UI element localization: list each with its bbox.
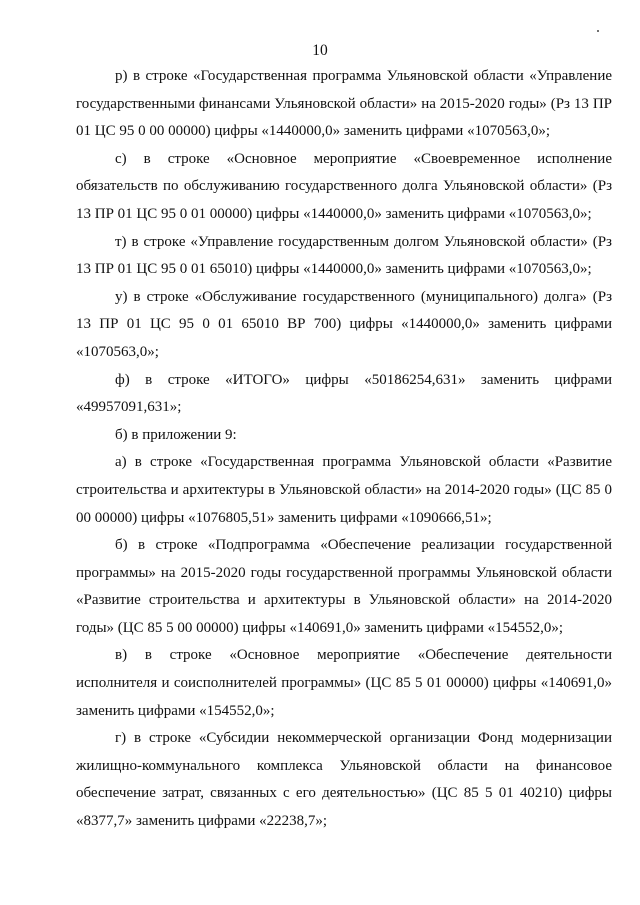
paragraph-s: с) в строке «Основное мероприятие «Своевременное исполнение обязательств по обслуживанию государственного долга Ульяновской области» (Рз 13 ПР 01 ЦС 95 0 01 00000) цифры «1440000,0» заменить цифрами «1070563,0»; — [76, 150, 612, 222]
paragraph-t: т) в строке «Управление государственным долгом Ульяновской области» (Рз 13 ПР 01 ЦС 95 0 01 65010) цифры «1440000,0» заменить цифрами «1070563,0»; — [76, 233, 612, 278]
paragraph-v: в) в строке «Основное мероприятие «Обеспечение деятельности исполнителя и соисполнителей программы» (ЦС 85 5 01 00000) цифры «140691,0» заменить цифрами «154552,0»; — [76, 647, 612, 719]
paragraph-u: у) в строке «Обслуживание государственного (муниципального) долга» (Рз 13 ПР 01 ЦС 95 0 01 65010 ВР 700) цифры «1440000,0» заменить цифрами «1070563,0»; — [76, 288, 612, 360]
page-number: 10 — [312, 42, 328, 59]
paragraph-r: р) в строке «Государственная программа Ульяновской области «Управление государственными финансами Ульяновской области» на 2015-2020 годы» (Рз 13 ПР 01 ЦС 95 0 00 00000) цифры «1440000,0» заменить цифрами «1070563,0»; — [76, 68, 612, 140]
document-body — [76, 63, 612, 836]
paragraph-b: б) в строке «Подпрограмма «Обеспечение реализации государственной программы» на 2015-2020 годы государственной программы Ульяновской области «Развитие строительства и архитектуры в Ульяновской области» на 2014-2020 годы» (ЦС 85 5 00 00000) цифры «140691,0» заменить цифрами «154552,0»; — [76, 537, 612, 636]
paragraph-f: ф) в строке «ИТОГО» цифры «50186254,631» заменить цифрами «49957091,631»; — [76, 371, 612, 416]
scan-speck — [597, 30, 599, 32]
paragraph-appendix-9: б) в приложении 9: — [115, 426, 237, 443]
paragraph-a: а) в строке «Государственная программа Ульяновской области «Развитие строительства и архитектуры в Ульяновской области» на 2014-2020 годы» (ЦС 85 0 00 00000) цифры «1076805,51» заменить цифрами «1090666,51»; — [76, 454, 612, 526]
paragraph-g: г) в строке «Субсидии некоммерческой организации Фонд модернизации жилищно-коммунального комплекса Ульяновской области на финансовое обеспечение затрат, связанных с его деятельностью» (ЦС 85 5 01 40210) цифры «8377,7» заменить цифрами «22238,7»; — [76, 730, 612, 830]
